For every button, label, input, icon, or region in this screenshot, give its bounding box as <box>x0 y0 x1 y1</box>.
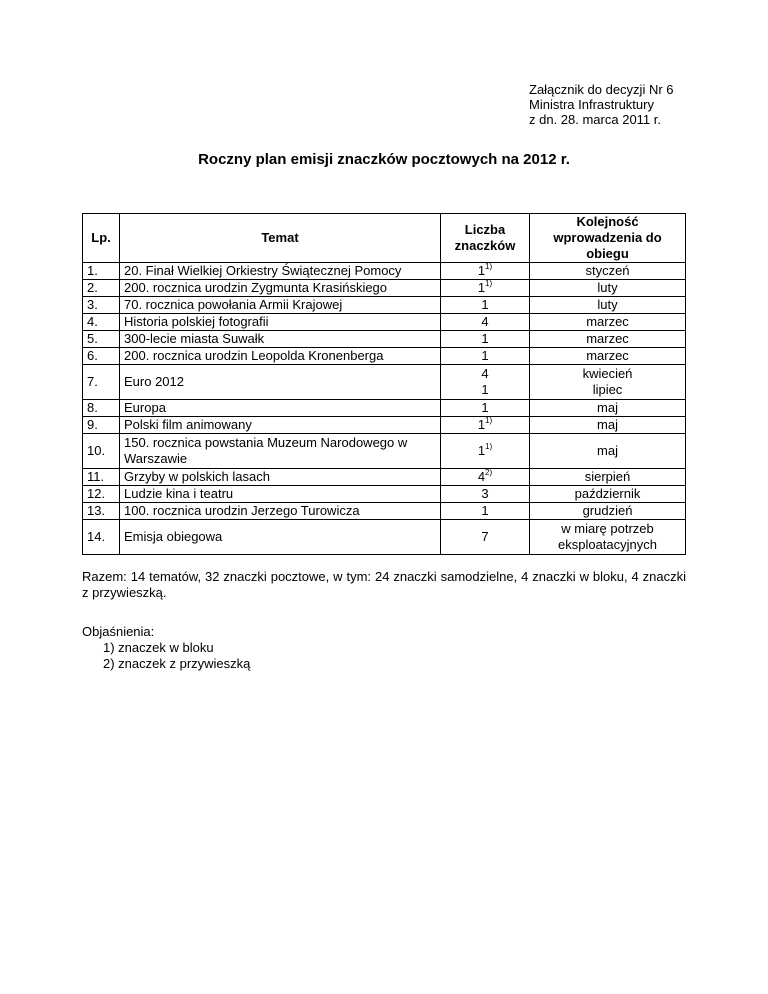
row-order: w miarę potrzeb eksploatacyjnych <box>530 520 686 555</box>
row-order: październik <box>530 486 686 503</box>
table-row <box>83 348 686 365</box>
row-order: marzec <box>530 331 686 348</box>
emission-plan-table <box>82 213 686 555</box>
row-topic: 70. rocznica powołania Armii Krajowej <box>120 297 441 314</box>
row-lp: 4. <box>83 314 120 331</box>
row-count-value: 1 <box>477 263 486 278</box>
table-row <box>83 503 686 520</box>
row-count <box>441 503 530 520</box>
footnote-marker: 1) <box>485 416 493 425</box>
row-lp: 14. <box>83 520 120 555</box>
row-count-value: 7 <box>481 529 489 544</box>
row-lp: 2. <box>83 280 120 297</box>
row-count-value: 4 <box>477 469 486 484</box>
row-count <box>441 314 530 331</box>
row-lp: 8. <box>83 400 120 417</box>
page-title: Roczny plan emisji znaczków pocztowych na 2012 r. <box>198 151 570 168</box>
notes-list <box>103 640 250 672</box>
table-row <box>83 280 686 297</box>
row-count <box>441 434 530 469</box>
row-topic: 300-lecie miasta Suwałk <box>120 331 441 348</box>
row-topic: Polski film animowany <box>120 417 441 434</box>
header-count: Liczba znaczków <box>441 214 530 263</box>
row-lp: 12. <box>83 486 120 503</box>
summary-text: Razem: 14 tematów, 32 znaczki pocztowe, w tym: 24 znaczki samodzielne, 4 znaczki w bloku, 4 znaczki z przywieszką. <box>82 569 686 600</box>
notes-title: Objaśnienia: <box>82 624 155 639</box>
row-topic: 200. rocznica urodzin Zygmunta Krasińskiego <box>120 280 441 297</box>
row-topic: 200. rocznica urodzin Leopolda Kronenberga <box>120 348 441 365</box>
row-order-line-1 <box>534 366 681 382</box>
table-row <box>83 469 686 486</box>
row-order: marzec <box>530 314 686 331</box>
row-count <box>441 469 530 486</box>
table-row <box>83 417 686 434</box>
row-lp: 11. <box>83 469 120 486</box>
row-lp: 13. <box>83 503 120 520</box>
row-order: marzec <box>530 348 686 365</box>
row-topic: Grzyby w polskich lasach <box>120 469 441 486</box>
row-order-line-2-value: lipiec <box>592 382 623 397</box>
row-lp: 1. <box>83 263 120 280</box>
row-count-value: 4 <box>481 314 489 329</box>
footnote-marker: 1) <box>485 262 493 271</box>
row-topic: Historia polskiej fotografii <box>120 314 441 331</box>
row-count-line-1-value: 4 <box>481 366 489 381</box>
row-count-value: 1 <box>481 331 489 346</box>
row-count-value: 1 <box>481 348 489 363</box>
table-row <box>83 486 686 503</box>
row-count <box>441 331 530 348</box>
header-lp: Lp. <box>83 214 120 263</box>
row-count-line-2-value: 1 <box>481 382 489 397</box>
row-topic: Euro 2012 <box>120 365 441 400</box>
row-count-value: 1 <box>477 280 486 295</box>
table-row <box>83 314 686 331</box>
footnote-marker: 1) <box>485 279 493 288</box>
footnote-marker: 1) <box>485 442 493 451</box>
table-row <box>83 297 686 314</box>
row-order: grudzień <box>530 503 686 520</box>
row-lp: 7. <box>83 365 120 400</box>
row-count <box>441 365 530 400</box>
header-note <box>529 82 674 127</box>
row-order: luty <box>530 297 686 314</box>
table-row <box>83 400 686 417</box>
note-item-2: 2) znaczek z przywieszką <box>103 656 251 671</box>
row-count <box>441 400 530 417</box>
row-order: styczeń <box>530 263 686 280</box>
header-order: Kolejność wprowadzenia do obiegu <box>530 214 686 263</box>
row-count-value: 1 <box>481 297 489 312</box>
row-order-line-1-value: kwiecień <box>582 366 633 381</box>
table-row <box>83 365 686 400</box>
table-row <box>83 263 686 280</box>
row-count <box>441 348 530 365</box>
footnote-marker: 2) <box>485 468 493 477</box>
row-topic: 150. rocznica powstania Muzeum Narodowego w Warszawie <box>120 434 441 469</box>
row-count-value: 1 <box>481 400 489 415</box>
row-lp: 6. <box>83 348 120 365</box>
row-lp: 5. <box>83 331 120 348</box>
row-order: maj <box>530 434 686 469</box>
row-order <box>530 365 686 400</box>
row-lp: 9. <box>83 417 120 434</box>
row-topic: 100. rocznica urodzin Jerzego Turowicza <box>120 503 441 520</box>
row-order: maj <box>530 417 686 434</box>
table-row <box>83 434 686 469</box>
row-topic: 20. Finał Wielkiej Orkiestry Świątecznej Pomocy <box>120 263 441 280</box>
row-topic: Ludzie kina i teatru <box>120 486 441 503</box>
row-order-line-2 <box>534 382 681 398</box>
row-count-value: 3 <box>481 486 489 501</box>
row-count <box>441 520 530 555</box>
row-count-value: 1 <box>477 443 486 458</box>
row-topic: Emisja obiegowa <box>120 520 441 555</box>
row-lp: 3. <box>83 297 120 314</box>
note-item-1: 1) znaczek w bloku <box>103 640 214 655</box>
header-note-line-2: Ministra Infrastruktury <box>529 97 654 112</box>
header-note-line-3: z dn. 28. marca 2011 r. <box>529 112 661 127</box>
table-header-row <box>83 214 686 263</box>
row-count-line-2 <box>445 382 525 398</box>
header-note-line-1: Załącznik do decyzji Nr 6 <box>529 82 674 97</box>
row-count-value: 1 <box>481 503 489 518</box>
row-topic: Europa <box>120 400 441 417</box>
row-count <box>441 280 530 297</box>
row-order: luty <box>530 280 686 297</box>
row-count <box>441 263 530 280</box>
row-order: sierpień <box>530 469 686 486</box>
row-count-line-1 <box>445 366 525 382</box>
row-count <box>441 417 530 434</box>
table-row <box>83 331 686 348</box>
table-row <box>83 520 686 555</box>
row-count <box>441 297 530 314</box>
row-order: maj <box>530 400 686 417</box>
row-lp: 10. <box>83 434 120 469</box>
row-count <box>441 486 530 503</box>
header-topic: Temat <box>120 214 441 263</box>
row-count-value: 1 <box>477 417 486 432</box>
